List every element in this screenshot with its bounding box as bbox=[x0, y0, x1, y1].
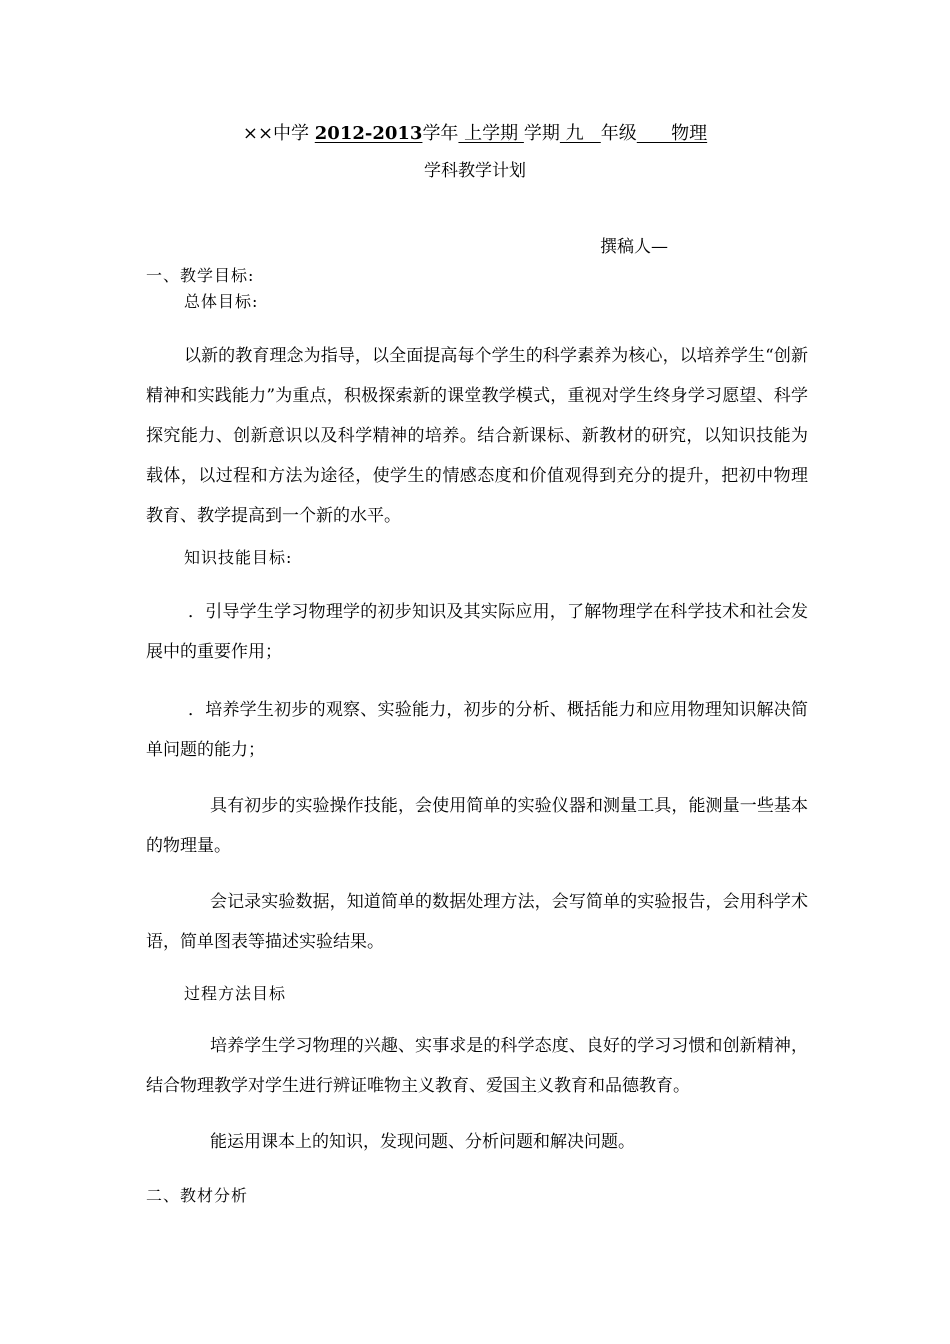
title-after-years: 学年 bbox=[422, 123, 459, 144]
title-prefix: ××中学 bbox=[242, 123, 315, 144]
process-goal-label: 过程方法目标 bbox=[184, 984, 287, 1003]
title-subject: 物理 bbox=[636, 123, 708, 144]
knowledge-goal-label: 知识技能目标: bbox=[184, 548, 293, 567]
title-after-semester: 学期 bbox=[523, 123, 560, 144]
overall-goal-text: 以新的教育理念为指导，以全面提高每个学生的科学素养为核心，以培养学生“创新精神和实践能力”为重点，积极探索新的课堂教学模式，重视对学生终身学习愿望、科学探究能力、创新意识以及科学精神的培养。结合新课标、新教材的研究，以知识技能为载体，以过程和方法为途径，使学生的情感态度和价值观得到充分的提升，把初中物理教育、教学提高到一个新的水平。 bbox=[146, 346, 808, 526]
process-item-2: 能运用课本上的知识，发现问题、分析问题和解决问题。 bbox=[210, 1132, 635, 1152]
section1-heading: 一、教学目标: bbox=[146, 266, 255, 285]
author-line: 撰稿人— bbox=[600, 237, 668, 257]
page-title bbox=[0, 120, 950, 148]
page-subtitle: 学科教学计划 bbox=[424, 161, 526, 181]
knowledge-item-4: 会记录实验数据，知道简单的数据处理方法，会写简单的实验报告，会用科学术语，简单图表等描述实验结果。 bbox=[146, 892, 808, 952]
knowledge-item-3: 具有初步的实验操作技能，会使用简单的实验仪器和测量工具，能测量一些基本的物理量。 bbox=[146, 796, 808, 856]
title-after-grade: 年级 bbox=[600, 123, 637, 144]
process-item-1: 培养学生学习物理的兴趣、实事求是的科学态度、良好的学习习惯和创新精神，结合物理教学对学生进行辨证唯物主义教育、爱国主义教育和品德教育。 bbox=[146, 1036, 808, 1096]
knowledge-item-1: ．引导学生学习物理学的初步知识及其实际应用，了解物理学在科学技术和社会发展中的重要作用； bbox=[146, 602, 808, 662]
section2-heading: 二、教材分析 bbox=[146, 1186, 249, 1205]
title-years: 2012-2013 bbox=[314, 123, 423, 144]
overall-goal-label: 总体目标: bbox=[184, 292, 259, 311]
title-grade: 九 bbox=[559, 123, 601, 144]
title-semester: 上学期 bbox=[458, 123, 524, 144]
knowledge-item-2: ．培养学生初步的观察、实验能力，初步的分析、概括能力和应用物理知识解决简单问题的能力； bbox=[146, 700, 808, 760]
